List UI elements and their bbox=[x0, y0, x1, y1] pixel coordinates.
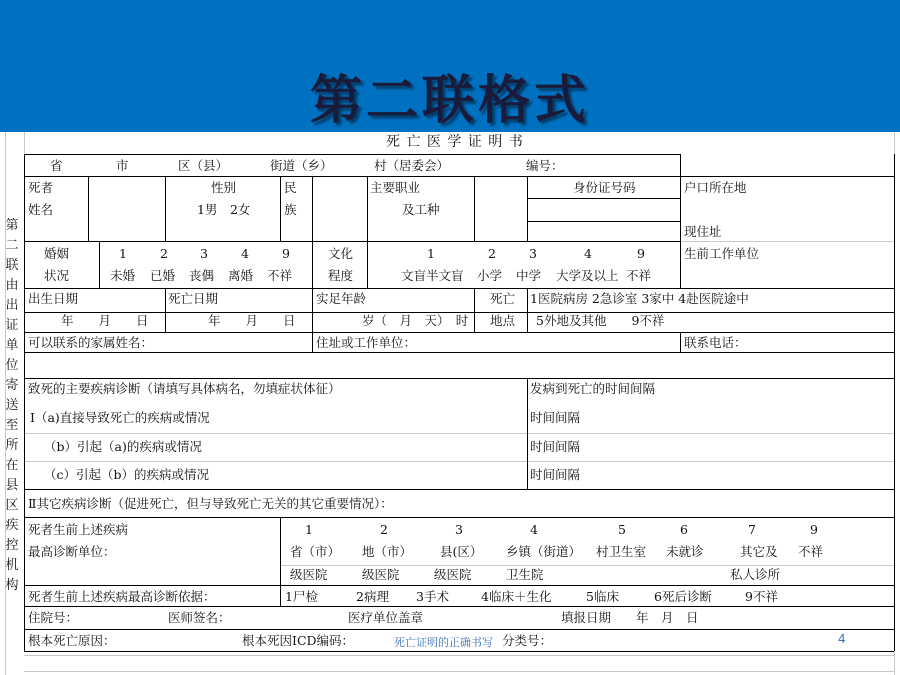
basis-option: 2病理 bbox=[356, 589, 389, 604]
gridline bbox=[280, 565, 894, 566]
top-unit-option2: 级医院 bbox=[434, 567, 472, 582]
treated-label: 死者生前上述疾病 bbox=[28, 522, 129, 537]
diagnosis-line-b: （b）引起（a)的疾病或情况 bbox=[44, 439, 202, 454]
hospital-number-label: 住院号： bbox=[28, 610, 79, 625]
death-certificate-form bbox=[0, 132, 900, 675]
treated-code: 6 bbox=[680, 522, 688, 537]
household-label: 户口所在地 bbox=[684, 180, 747, 195]
village-label: 村（居委会） bbox=[374, 158, 450, 173]
deceased-name-label: 死者 bbox=[28, 180, 54, 195]
row-line bbox=[527, 198, 680, 199]
education-code: 1 bbox=[427, 246, 435, 261]
education-option: 不祥 bbox=[626, 268, 652, 283]
basis-option: 1尸检 bbox=[285, 589, 318, 604]
education-code: 4 bbox=[584, 246, 592, 261]
district-label: 区（县） bbox=[178, 158, 229, 173]
marriage-code: 1 bbox=[119, 246, 127, 261]
age-fields: 岁（ 月 天） 时 bbox=[362, 313, 469, 328]
marriage-code: 4 bbox=[241, 246, 249, 261]
education-option: 小学 bbox=[477, 268, 503, 283]
col-line bbox=[280, 176, 281, 241]
col-line bbox=[280, 517, 281, 606]
education-option: 中学 bbox=[516, 268, 542, 283]
row-line bbox=[24, 241, 680, 242]
diagnosis-line-c: （c）引起（b）的疾病或情况 bbox=[44, 467, 210, 482]
top-unit-option: 其它及 bbox=[740, 544, 778, 559]
gridline bbox=[24, 132, 25, 154]
col-line bbox=[527, 176, 528, 241]
form-border bbox=[24, 176, 894, 177]
treated-code: 7 bbox=[748, 522, 756, 537]
province-label: 省 bbox=[50, 158, 63, 173]
top-unit-option2: 卫生院 bbox=[506, 567, 544, 582]
col-line bbox=[474, 176, 475, 241]
row-line bbox=[24, 517, 894, 518]
treated-code: 1 bbox=[305, 522, 313, 537]
row-line bbox=[527, 221, 680, 222]
top-unit-option2: 级医院 bbox=[362, 567, 400, 582]
col-line bbox=[680, 332, 681, 352]
death-place-label: 死亡 bbox=[490, 291, 516, 306]
fill-date-label: 填报日期 年 月 日 bbox=[561, 610, 699, 625]
marriage-option: 已婚 bbox=[150, 268, 176, 283]
top-unit-option2: 级医院 bbox=[290, 567, 328, 582]
row-line bbox=[24, 288, 894, 289]
marriage-option: 丧偶 bbox=[189, 268, 215, 283]
education-code: 9 bbox=[637, 246, 645, 261]
col-line bbox=[165, 288, 166, 332]
gridline bbox=[24, 461, 894, 462]
death-place-options: 5外地及其他 9不祥 bbox=[536, 313, 665, 328]
basis-option: 6死后诊断 bbox=[654, 589, 712, 604]
ethnicity-label: 族 bbox=[284, 202, 297, 217]
row-line bbox=[24, 332, 894, 333]
slide-title: 第二联格式 bbox=[309, 71, 590, 131]
marriage-label: 状况 bbox=[44, 268, 70, 283]
form-border bbox=[894, 154, 895, 651]
treated-code: 2 bbox=[380, 522, 388, 537]
basis-label: 死者生前上述疾病最高诊断依据： bbox=[28, 589, 216, 604]
education-option: 文盲半文盲 bbox=[401, 268, 464, 283]
marriage-code: 3 bbox=[200, 246, 208, 261]
treated-code: 5 bbox=[618, 522, 626, 537]
category-number-label: 分类号： bbox=[502, 633, 553, 648]
deceased-name-label: 姓名 bbox=[28, 202, 54, 217]
workplace-label: 生前工作单位 bbox=[684, 246, 760, 261]
current-address-label: 现住址 bbox=[684, 224, 722, 239]
row-line bbox=[24, 585, 894, 586]
gridline bbox=[24, 671, 894, 672]
gender-label: 性别 bbox=[211, 180, 237, 195]
doctor-signature-label: 医师签名： bbox=[168, 610, 231, 625]
form-title: 死 亡 医 学 证 明 书 bbox=[386, 134, 524, 150]
death-place-label: 地点 bbox=[490, 313, 516, 328]
diagnosis-header: 致死的主要疾病诊断（请填写具体病名，勿填症状体征） bbox=[28, 381, 341, 396]
form-border bbox=[24, 154, 25, 651]
form-border bbox=[24, 651, 894, 652]
marriage-code: 9 bbox=[282, 246, 290, 261]
root-cause-label: 根本死亡原因： bbox=[28, 633, 116, 648]
occupation-label: 及工种 bbox=[402, 202, 440, 217]
col-line bbox=[99, 241, 100, 288]
col-line bbox=[527, 378, 528, 489]
contact-address-label: 住址或工作单位： bbox=[316, 335, 417, 350]
education-label: 程度 bbox=[328, 268, 354, 283]
gridline bbox=[24, 655, 894, 656]
root-icd-label: 根本死因ICD编码： bbox=[242, 633, 355, 648]
side-label: 第二联 由出证单位寄送至所在县区疾控机构 bbox=[5, 218, 19, 593]
row-line bbox=[24, 629, 894, 630]
education-label: 文化 bbox=[328, 246, 354, 261]
row-line bbox=[24, 378, 894, 379]
top-unit-option: 乡镇（街道） bbox=[506, 544, 582, 559]
city-label: 市 bbox=[116, 158, 129, 173]
marriage-option: 离婚 bbox=[228, 268, 254, 283]
age-label: 实足年龄 bbox=[316, 291, 367, 306]
row-line bbox=[24, 606, 894, 607]
col-line bbox=[474, 288, 475, 332]
education-code: 3 bbox=[529, 246, 537, 261]
marriage-option: 未婚 bbox=[110, 268, 136, 283]
col-line bbox=[367, 241, 368, 288]
row-line bbox=[24, 489, 894, 490]
marriage-option: 不祥 bbox=[267, 268, 293, 283]
basis-option: 9不祥 bbox=[745, 589, 778, 604]
death-date-label: 死亡日期 bbox=[168, 291, 219, 306]
marriage-code: 2 bbox=[160, 246, 168, 261]
treated-code: 4 bbox=[530, 522, 538, 537]
interval-b: 时间间隔 bbox=[530, 439, 581, 454]
form-border bbox=[24, 154, 680, 155]
birth-date-fields: 年 月 日 bbox=[61, 313, 149, 328]
interval-c: 时间间隔 bbox=[530, 467, 581, 482]
top-unit-option: 不祥 bbox=[798, 544, 824, 559]
gender-options: 1男 2女 bbox=[197, 202, 251, 217]
marriage-label: 婚姻 bbox=[44, 246, 70, 261]
col-line bbox=[680, 154, 681, 288]
top-unit-option: 地（市） bbox=[362, 544, 413, 559]
basis-option: 5临床 bbox=[586, 589, 619, 604]
interval-header: 发病到死亡的时间间隔 bbox=[530, 381, 656, 396]
interval-a: 时间间隔 bbox=[530, 410, 581, 425]
col-line bbox=[527, 288, 528, 332]
top-unit-option: 未就诊 bbox=[666, 544, 704, 559]
education-option: 大学及以上 bbox=[556, 268, 619, 283]
street-label: 街道（乡） bbox=[270, 158, 333, 173]
occupation-label: 主要职业 bbox=[370, 180, 421, 195]
other-diagnosis-label: Ⅱ其它疾病诊断（促进死亡，但与导致死亡无关的其它重要情况）： bbox=[28, 496, 393, 511]
col-line bbox=[165, 176, 166, 241]
page-number: 4 bbox=[838, 632, 846, 646]
contact-name-label: 可以联系的家属姓名： bbox=[28, 335, 154, 350]
col-line bbox=[312, 288, 313, 332]
gridline bbox=[24, 433, 894, 434]
col-line bbox=[88, 176, 89, 241]
basis-option: 3手术 bbox=[416, 589, 449, 604]
diagnosis-line-a: Ⅰ（a)直接导致死亡的疾病或情况 bbox=[30, 410, 210, 425]
death-date-fields: 年 月 日 bbox=[208, 313, 296, 328]
col-line bbox=[312, 241, 313, 288]
ethnicity-label: 民 bbox=[284, 180, 297, 195]
id-number-label: 身份证号码 bbox=[573, 180, 636, 195]
top-unit-option: 村卫生室 bbox=[596, 544, 647, 559]
hospital-stamp-label: 医疗单位盖章 bbox=[348, 610, 424, 625]
death-place-options: 1医院病房 2急诊室 3家中 4赴医院途中 bbox=[530, 291, 749, 306]
top-unit-option: 省（市） bbox=[290, 544, 341, 559]
top-unit-option: 县(区） bbox=[440, 544, 483, 559]
col-line bbox=[367, 176, 368, 241]
top-unit-label: 最高诊断单位： bbox=[28, 544, 116, 559]
col-line bbox=[312, 332, 313, 352]
treated-code: 9 bbox=[810, 522, 818, 537]
education-code: 2 bbox=[488, 246, 496, 261]
basis-option: 4临床＋生化 bbox=[481, 589, 552, 604]
col-line bbox=[312, 176, 313, 241]
top-unit-option2: 私人诊所 bbox=[730, 567, 781, 582]
contact-phone-label: 联系电话： bbox=[684, 335, 747, 350]
birth-date-label: 出生日期 bbox=[28, 291, 79, 306]
row-line bbox=[24, 352, 894, 353]
slide-footer: 死亡证明的正确书写 bbox=[394, 636, 493, 649]
treated-code: 3 bbox=[455, 522, 463, 537]
serial-number-label: 编号： bbox=[526, 158, 564, 173]
